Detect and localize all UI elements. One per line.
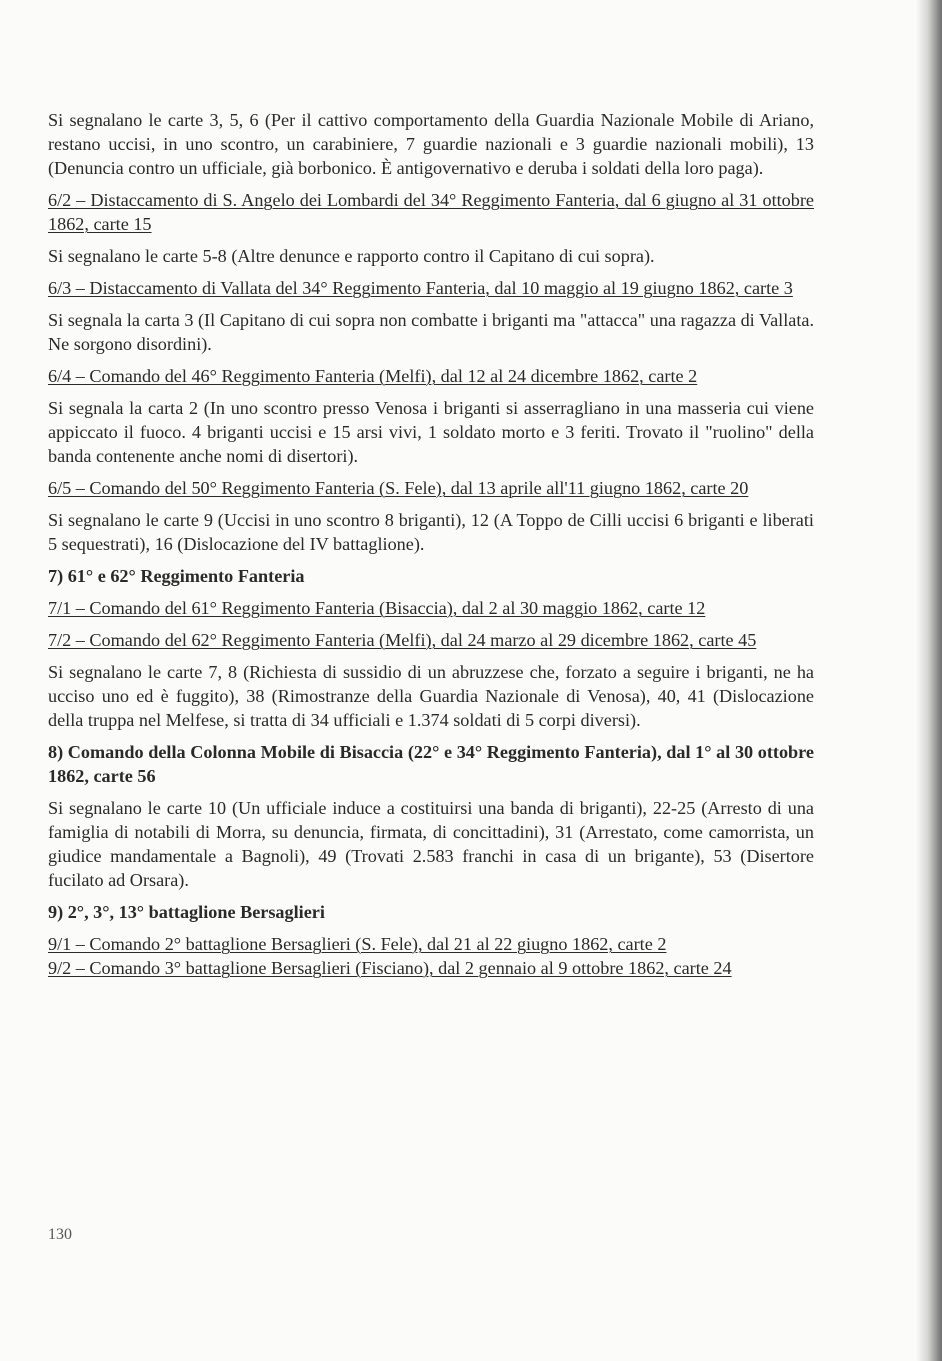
reference-6-4: 6/4 – Comando del 46° Reggimento Fanteria (Melfi), dal 12 al 24 dicembre 1862, carte 2 — [48, 366, 698, 386]
book-gutter-shadow — [916, 0, 942, 1361]
section-heading-8: 8) Comando della Colonna Mobile di Bisaccia (22° e 34° Reggimento Fanteria), dal 1° al 30 ottobre 1862, carte 56 — [48, 742, 814, 786]
reference-9-2: 9/2 – Comando 3° battaglione Bersaglieri (Fisciano), dal 2 gennaio al 9 ottobre 1862, carte 24 — [48, 958, 732, 978]
reference-6-5: 6/5 – Comando del 50° Reggimento Fanteria (S. Fele), dal 13 aprile all'11 giugno 1862, carte 20 — [48, 478, 749, 498]
reference-7-1: 7/1 – Comando del 61° Reggimento Fanteria (Bisaccia), dal 2 al 30 maggio 1862, carte 12 — [48, 598, 706, 618]
section-heading-7: 7) 61° e 62° Reggimento Fanteria — [48, 566, 305, 586]
page-number: 130 — [48, 1226, 72, 1243]
reference-6-2: 6/2 – Distaccamento di S. Angelo dei Lombardi del 34° Reggimento Fanteria, dal 6 giugno al 31 ottobre 1862, carte 15 — [48, 190, 814, 234]
paragraph-carte-10-22-25: Si segnalano le carte 10 (Un ufficiale induce a costituirsi una banda di briganti), 22-25 (Arresto di una famiglia di notabili di Morra, su denuncia, firmata, di concittadini), 31 (Arrestato, come camorrista, un giudice mandamentale a Bagnoli), 49 (Trovati 2.583 franchi in casa di un brigante), 53 (Disertore fucilato ad Orsara). — [48, 798, 814, 890]
reference-6-3: 6/3 – Distaccamento di Vallata del 34° Reggimento Fanteria, dal 10 maggio al 19 giugno 1862, carte 3 — [48, 278, 793, 298]
reference-7-2: 7/2 – Comando del 62° Reggimento Fanteria (Melfi), dal 24 marzo al 29 dicembre 1862, carte 45 — [48, 630, 757, 650]
paragraph-carta-2: Si segnala la carta 2 (In uno scontro presso Venosa i briganti si asserragliano in una masseria cui viene appiccato il fuoco. 4 briganti uccisi e 15 arsi vivi, 1 soldato morto e 3 feriti. Trovato il "ruolino" della banda contenente anche nomi di disertori). — [48, 398, 814, 466]
document-body — [48, 108, 814, 988]
paragraph-carta-3: Si segnala la carta 3 (Il Capitano di cui sopra non combatte i briganti ma "attacca" una ragazza di Vallata. Ne sorgono disordini). — [48, 310, 814, 354]
section-heading-9: 9) 2°, 3°, 13° battaglione Bersaglieri — [48, 902, 325, 922]
paragraph-carte-3-5-6: Si segnalano le carte 3, 5, 6 (Per il cattivo comportamento della Guardia Nazionale Mobile di Ariano, restano uccisi, in uno scontro, un carabiniere, 7 guardie nazionali e 3 guardie nazionali mobili), 13 (Denuncia contro un ufficiale, già borbonico. È antigovernativo e deruba i soldati della loro paga). — [48, 110, 814, 178]
reference-9-1: 9/1 – Comando 2° battaglione Bersaglieri (S. Fele), dal 21 al 22 giugno 1862, carte 2 — [48, 934, 667, 954]
paragraph-carte-9-12-16: Si segnalano le carte 9 (Uccisi in uno scontro 8 briganti), 12 (A Toppo de Cilli uccisi 6 briganti e liberati 5 sequestrati), 16 (Dislocazione del IV battaglione). — [48, 510, 814, 554]
paragraph-carte-5-8: Si segnalano le carte 5-8 (Altre denunce e rapporto contro il Capitano di cui sopra). — [48, 246, 655, 266]
paragraph-carte-7-8-38: Si segnalano le carte 7, 8 (Richiesta di sussidio di un abruzzese che, forzato a seguire i briganti, ne ha ucciso uno ed è fuggito), 38 (Rimostranze della Guardia Nazionale di Venosa), 40, 41 (Dislocazione della truppa nel Melfese, si tratta di 34 ufficiali e 1.374 soldati di 5 corpi diversi). — [48, 662, 814, 730]
